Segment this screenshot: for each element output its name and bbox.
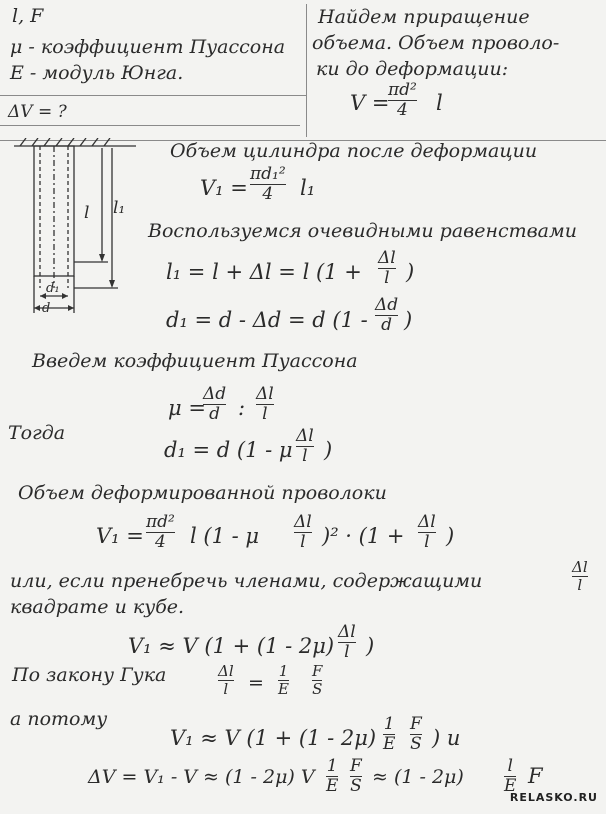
d1-close: ) (404, 308, 413, 332)
rule-line (0, 95, 306, 96)
mu-colon: : (238, 396, 246, 420)
fraction-numerator: πd² (388, 80, 417, 100)
deformed-mid: l (1 - μ (190, 524, 260, 548)
fraction-denominator: E (278, 680, 289, 698)
deformed-heading: Объем деформированной проволоки (18, 482, 387, 504)
deformed-lhs: V₁ = (96, 524, 144, 548)
d1-mu-close: ) (324, 438, 333, 462)
fraction-numerator: Δd (203, 384, 227, 404)
l1-equation: l₁ = l + Δl = l (1 + (166, 260, 362, 284)
fraction-denominator: E (326, 776, 339, 796)
l1-close: ) (406, 260, 415, 284)
fraction-numerator: 1 (278, 662, 289, 680)
figure-label-l: l (84, 203, 90, 223)
poisson-heading: Введем коэффициент Пуассона (32, 350, 358, 372)
volume-formula-lhs: V = (350, 91, 390, 115)
fraction-denominator: E (383, 734, 396, 754)
deformed-close: ) (446, 524, 455, 548)
approx-v1-fraction (338, 624, 356, 661)
deformed-square: )² · (1 + (322, 524, 405, 548)
intro-line-2: объема. Объем проволо- (312, 32, 560, 54)
fraction-numerator: Δl (218, 662, 234, 680)
approx-v1-close: ) (366, 634, 375, 658)
column-divider (306, 4, 307, 137)
fraction-numerator: 1 (383, 714, 395, 734)
fraction-denominator: l (344, 642, 350, 662)
figure-label-d1: d₁ (46, 281, 60, 296)
figure-label-d: d (42, 301, 51, 316)
given-line-2: μ - коэффициент Пуассона (10, 36, 286, 58)
watermark: RELASKO.RU (509, 791, 598, 804)
volume-formula-fraction (388, 82, 417, 119)
d1-mu-equation: d₁ = d (1 - μ (164, 438, 293, 462)
fraction-denominator: l (424, 532, 430, 552)
fraction-numerator: Δl (572, 558, 588, 576)
fraction-denominator: E (504, 776, 517, 796)
final-v1-equation: V₁ ≈ V (1 + (1 - 2μ) (170, 726, 377, 750)
fraction-denominator: l (302, 446, 308, 466)
fraction-numerator: Δd (375, 295, 399, 315)
cylinder-diagram (12, 138, 162, 318)
then-label: Тогда (8, 422, 66, 444)
fraction-numerator: Δl (378, 248, 396, 268)
given-line-3: E - модуль Юнга. (10, 62, 184, 84)
rule-line (0, 125, 300, 126)
deformed-inner-fraction-1 (294, 514, 312, 551)
fraction-denominator: d (209, 404, 221, 424)
fraction-denominator: d (381, 315, 393, 335)
approx-v1-equation: V₁ ≈ V (1 + (1 - 2μ) (128, 634, 335, 658)
cylinder-fraction (250, 166, 286, 203)
fraction-numerator: l (507, 756, 513, 776)
fraction-numerator: Δl (338, 622, 356, 642)
fraction-denominator: S (410, 734, 422, 754)
final-label: а потому (10, 708, 108, 730)
equalities-heading: Воспользуемся очевидными равенствами (148, 220, 578, 242)
fraction-numerator: 1 (326, 756, 338, 776)
figure-label-l1: l₁ (113, 198, 126, 218)
fraction-denominator: l (384, 268, 390, 288)
intro-line-1: Найдем приращение (318, 6, 530, 28)
approx-line-1: или, если пренебречь членами, содержащими (10, 570, 483, 592)
cylinder-heading: Объем цилиндра после деформации (170, 140, 538, 162)
deformed-inner-fraction-2 (418, 514, 436, 551)
final-v1-fraction-1 (383, 716, 395, 753)
hooke-fraction-1 (218, 664, 234, 697)
fraction-denominator: l (577, 576, 583, 594)
final-v1-close: ) и (432, 726, 461, 750)
final-dv-equation: ΔV = V₁ - V ≈ (1 - 2μ) V (88, 766, 315, 788)
hooke-label: По закону Гука (12, 664, 167, 686)
fraction-denominator: 4 (262, 184, 274, 204)
fraction-numerator: Δl (256, 384, 274, 404)
final-v1-fraction-2 (410, 716, 422, 753)
final-dv-tail: F (528, 764, 543, 788)
fraction-denominator: S (312, 680, 323, 698)
fraction-denominator: l (223, 680, 229, 698)
find-line: ΔV = ? (8, 102, 67, 122)
mu-fraction-2 (256, 386, 274, 423)
approx-side-fraction (572, 560, 588, 593)
fraction-numerator: πd₁² (250, 164, 286, 184)
fraction-numerator: Δl (418, 512, 436, 532)
final-dv-middle: ≈ (1 - 2μ) (372, 766, 464, 788)
fraction-numerator: Δl (296, 426, 314, 446)
mu-fraction-1 (203, 386, 226, 423)
fraction-numerator: πd² (146, 512, 175, 532)
hooke-fraction-3 (312, 664, 322, 697)
d1-equation: d₁ = d - Δd = d (1 - (166, 308, 368, 332)
fraction-numerator: Δl (294, 512, 312, 532)
fraction-denominator: 4 (397, 100, 408, 120)
mu-lhs: μ = (168, 396, 206, 420)
fraction-numerator: F (312, 662, 323, 680)
fraction-denominator: l (300, 532, 306, 552)
fraction-denominator: 4 (155, 532, 166, 552)
volume-formula-tail: l (436, 91, 443, 115)
hooke-equals: = (248, 672, 264, 694)
fraction-numerator: F (410, 714, 422, 734)
hooke-fraction-2 (278, 664, 289, 697)
approx-line-2: квадрате и кубе. (10, 596, 185, 618)
cylinder-lhs: V₁ = (200, 176, 248, 200)
l1-fraction (378, 250, 396, 287)
fraction-denominator: S (350, 776, 362, 796)
given-line-1: l, F (12, 5, 44, 27)
deformed-fraction (146, 514, 175, 551)
final-dv-fraction-2 (350, 758, 362, 795)
d1-fraction (375, 297, 398, 334)
cylinder-tail: l₁ (300, 176, 316, 200)
fraction-denominator: l (262, 404, 268, 424)
fraction-numerator: F (350, 756, 362, 776)
intro-line-3: ки до деформации: (316, 58, 509, 80)
d1-mu-fraction (296, 428, 314, 465)
final-dv-fraction-1 (326, 758, 338, 795)
final-dv-fraction-3 (504, 758, 516, 795)
